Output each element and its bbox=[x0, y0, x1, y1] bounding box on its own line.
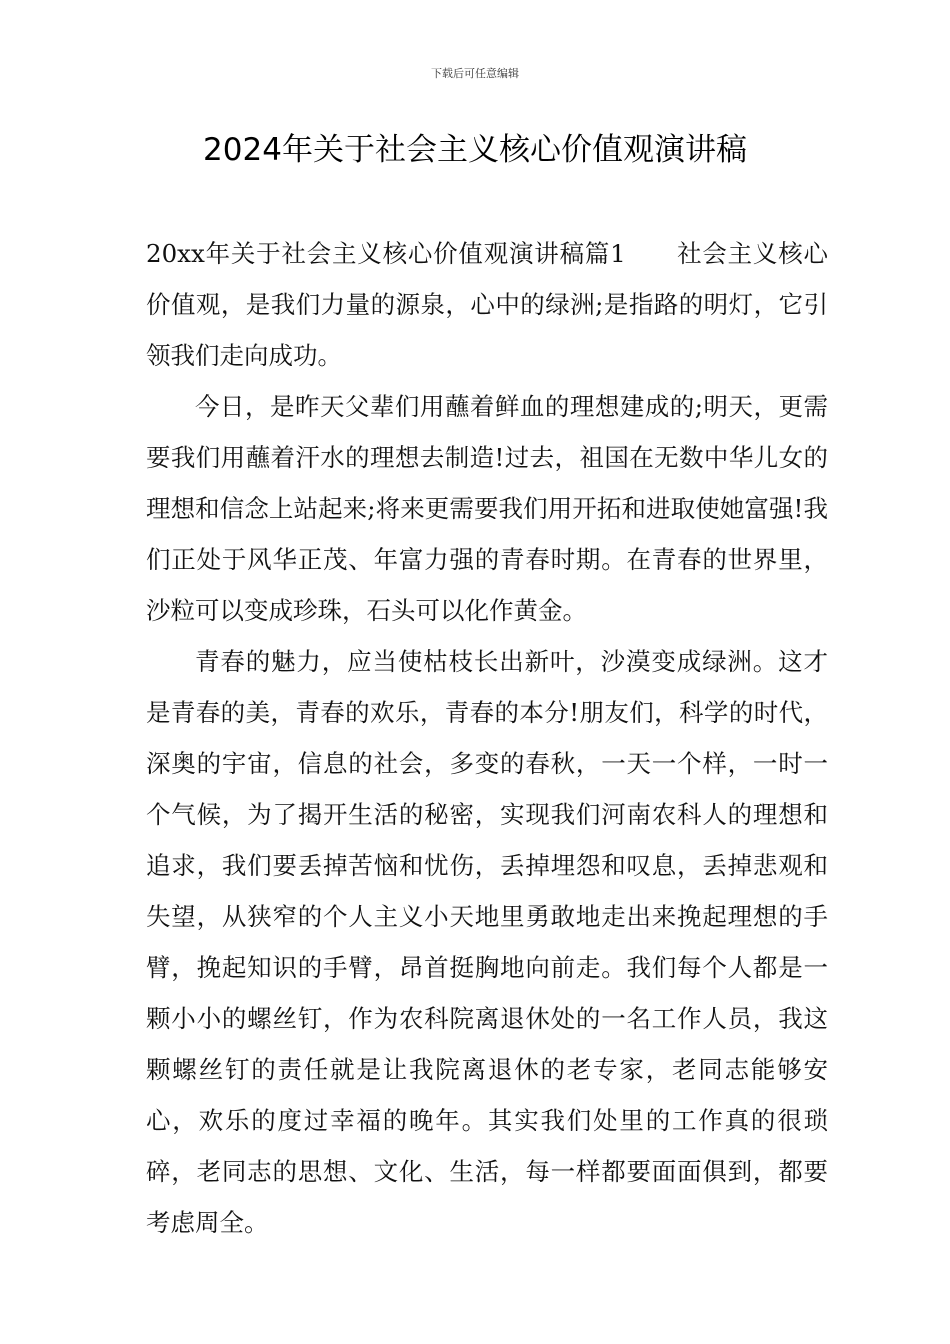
paragraph-1: 20xx年关于社会主义核心价值观演讲稿篇1 社会主义核心价值观，是我们力量的源泉，心中的绿洲;是指路的明灯，它引领我们走向成功。 bbox=[146, 239, 828, 370]
paragraph-2: 今日，是昨天父辈们用蘸着鲜血的理想建成的;明天，更需要我们用蘸着汗水的理想去制造!过去，祖国在无数中华儿女的理想和信念上站起来;将来更需要我们用开拓和进取使她富强!我们正处于风华正茂、年富力强的青春时期。在青春的世界里，沙粒可以变成珍珠，石头可以化作黄金。 bbox=[146, 392, 828, 625]
header-note: 下载后可任意编辑 bbox=[431, 67, 519, 80]
document-body bbox=[146, 228, 828, 1248]
document-title: 2024年关于社会主义核心价值观演讲稿 bbox=[203, 132, 747, 168]
paragraph-3: 青春的魅力，应当使枯枝长出新叶，沙漠变成绿洲。这才是青春的美，青春的欢乐，青春的本分!朋友们，科学的时代，深奥的宇宙，信息的社会，多变的春秋，一天一个样，一时一个气候，为了揭开生活的秘密，实现我们河南农科人的理想和追求，我们要丢掉苦恼和忧伤，丢掉埋怨和叹息，丢掉悲观和失望，从狭窄的个人主义小天地里勇敢地走出来挽起理想的手臂，挽起知识的手臂，昂首挺胸地向前走。我们每个人都是一颗小小的螺丝钉，作为农科院离退休处的一名工作人员，我这颗螺丝钉的责任就是让我院离退休的老专家，老同志能够安心，欢乐的度过幸福的晚年。其实我们处里的工作真的很琐碎，老同志的思想、文化、生活，每一样都要面面俱到，都要考虑周全。 bbox=[146, 647, 828, 1237]
